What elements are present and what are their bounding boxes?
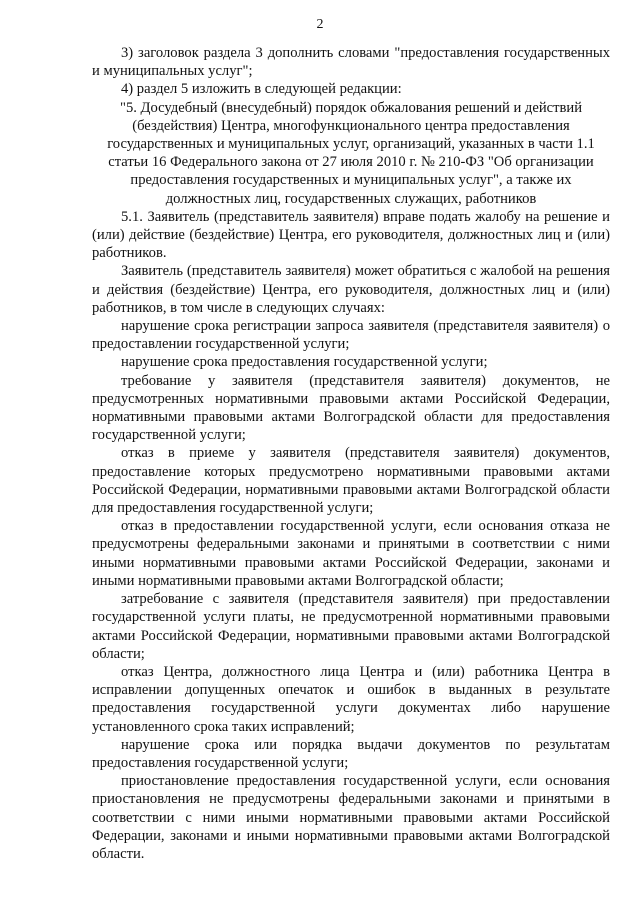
case-correction-refusal: отказ Центра, должностного лица Центра и (или) работника Центра в исправлении допущенных опечаток и ошибок в выданных в результате предоставления государственной услуги документах либо нарушение установленного срока таких исправлений;: [92, 663, 610, 735]
paragraph-item-4: 4) раздел 5 изложить в следующей редакции:: [121, 81, 402, 98]
paragraph-5-1: 5.1. Заявитель (представитель заявителя) вправе подать жалобу на решение и (или) действие (бездействие) Центра, его руководителя, должностных лиц и (или) работников.: [92, 208, 610, 262]
paragraph-complaint-cases: Заявитель (представитель заявителя) может обратиться с жалобой на решения и действия (бездействие) Центра, его руководителя, должностных лиц и (или) работников, в том числе в следующих случаях:: [92, 263, 610, 316]
case-suspension: приостановление предоставления государственной услуги, если основания приостановления не предусмотрены федеральными законами и принятыми в соответствии с ними иными нормативными правовыми актами Российской Федерации, законами и иными нормативными правовыми актами Волгоградской области.: [92, 773, 610, 862]
case-service-delay: нарушение срока предоставления государственной услуги;: [121, 354, 488, 371]
case-registration-delay: нарушение срока регистрации запроса заявителя (представителя заявителя) о предоставлении государственной услуги;: [92, 318, 610, 353]
case-issue-violation: нарушение срока или порядка выдачи документов по результатам предоставления государственной услуги;: [92, 736, 610, 771]
page-number: 2: [316, 17, 324, 32]
case-unlawful-fee: затребование с заявителя (представителя заявителя) при предоставлении государственной услуги платы, не предусмотренной нормативными правовыми актами Российской Федерации, нормативными правовыми актами Волгоградской области;: [92, 591, 610, 662]
case-document-refusal: отказ в приеме у заявителя (представителя заявителя) документов, предоставление которых предусмотрено нормативными правовыми актами Российской Федерации, нормативными правовыми актами Волгоградской области для предоставления государственной услуги;: [92, 445, 610, 517]
paragraph-item-3: 3) заголовок раздела 3 дополнить словами "предоставления государственных и муниципальных услуг";: [92, 45, 610, 80]
case-extra-documents: требование у заявителя (представителя заявителя) документов, не предусмотренных нормативными правовыми актами Российской Федерации, нормативными правовыми актами Волгоградской области для предоставления государственной услуги;: [92, 372, 610, 444]
document-body: [92, 44, 610, 863]
section-5-heading: "5. Досудебный (внесудебный) порядок обжалования решений и действий (бездействия) Центра, многофункционального центра предоставления государственных и муниципальных услуг, организаций, указанных в части 1.1 статьи 16 Федерального закона от 27 июля 2010 г. № 210-ФЗ "Об организации предоставления государственных и муниципальных услуг", а также их должностных лиц, государственных служащих, работников: [107, 99, 595, 207]
case-service-refusal: отказ в предоставлении государственной услуги, если основания отказа не предусмотрены федеральными законами и принятыми в соответствии с ними иными нормативными правовыми актами Российской Федерации, законами и иными нормативными правовыми актами Волгоградской области;: [92, 518, 610, 589]
